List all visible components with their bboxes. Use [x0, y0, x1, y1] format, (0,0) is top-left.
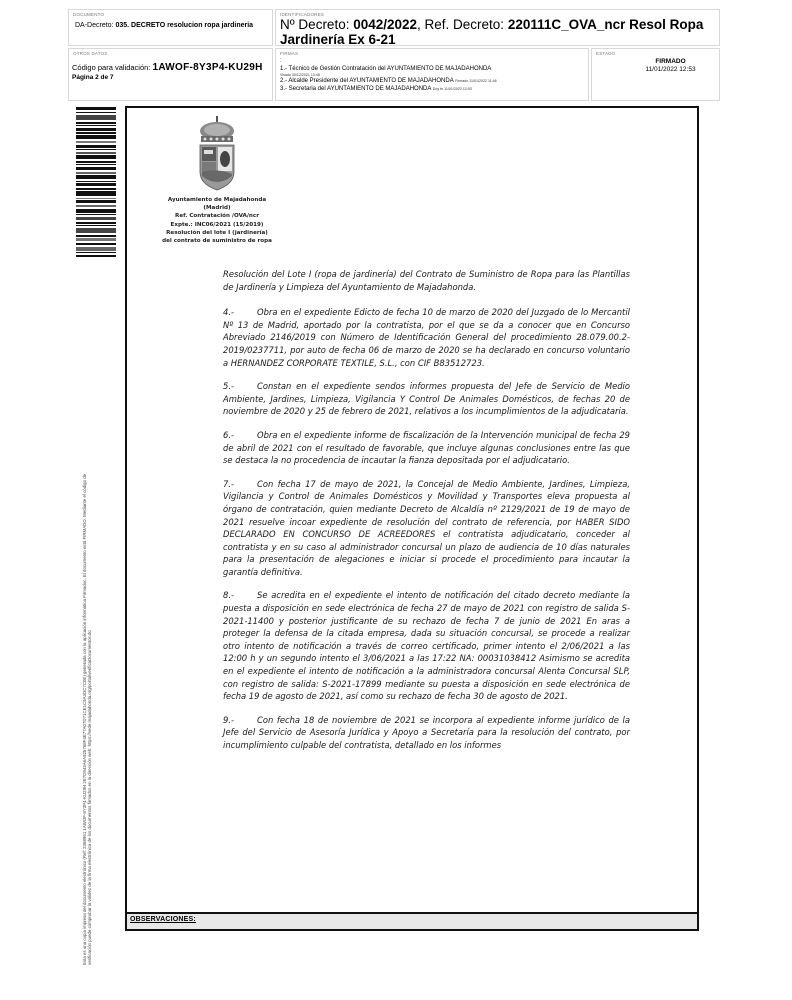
letterhead-line: Ref. Contratación /OVA/ncr	[175, 213, 259, 220]
paragraph-6	[223, 429, 630, 467]
firma-note: Firmado 11/01/2022 11:46	[455, 79, 497, 84]
document-frame	[125, 106, 699, 931]
letterhead	[147, 196, 287, 245]
firmas-colon: :	[280, 58, 282, 64]
firma-text: 3.- Secretaria del AYUNTAMIENTO DE MAJADAHONDA	[280, 85, 432, 92]
paragraph-text: Obra en el expediente informe de fiscalización de la Intervención municipal de fecha 29 de abril de 2021 con el resultado de favorable, que incluye algunas conclusiones entre las que se destaca la no procedencia de incautar la fianza depositada por el adjudicatario.	[223, 429, 630, 466]
ref-prefix: , Ref. Decreto:	[417, 17, 508, 32]
paragraph-8	[223, 589, 630, 702]
identificadores-label: IDENTIFICADORES	[280, 12, 325, 17]
estado-label: ESTADO	[596, 51, 616, 56]
documento-cell	[68, 9, 273, 46]
firmas-cell	[275, 48, 589, 101]
firma-note: Doy fe 11/01/2022 12:53	[432, 86, 472, 91]
documento-prefix: DA-Decreto:	[75, 22, 116, 29]
letterhead-line: Expte.: INC06/2021 (15/2019)	[170, 221, 264, 228]
decreto-number: 0042/2022	[353, 17, 418, 32]
paragraph-4	[223, 306, 630, 369]
identificadores-value	[280, 17, 715, 47]
paragraph-number: 9.-	[223, 714, 235, 725]
firma-text: 2.- Alcalde Presidente del AYUNTAMIENTO DE MAJADAHONDA	[280, 78, 454, 85]
observaciones-bar	[127, 912, 697, 929]
barcode	[76, 107, 116, 277]
page-indicator: Página 2 de 7	[72, 74, 114, 81]
firma-text: 1.- Técnico de Gestión Contratación del AYUNTAMIENTO DE MAJADAHONDA	[280, 65, 492, 72]
otros-datos-cell	[68, 48, 273, 101]
paragraph-text: Constan en el expediente sendos informes propuesta del Jefe de Servicio de Medio Ambiente, Jardines, Limpieza, Vigilancia Y Control De Animales Domésticos, de fechas 20 de noviembre de 2020 y 25 de febrero de 2021, relativos a los incumplimientos de la adjudicataria.	[223, 381, 630, 417]
paragraph-number: 4.-	[223, 307, 235, 318]
estado-cell	[591, 48, 720, 101]
coat-of-arms-icon	[187, 114, 247, 194]
validation-code-label: Código para validación:	[72, 63, 153, 72]
observaciones-label: OBSERVACIONES:	[130, 916, 196, 923]
letterhead-line: del contrato de suministro de ropa	[162, 238, 272, 245]
firma-note: Visado 30/12/2021 13:48	[280, 73, 320, 78]
firma-item	[280, 66, 585, 74]
paragraph-number: 6.-	[223, 429, 235, 440]
documento-value	[75, 21, 265, 30]
intro-paragraph: Resolución del Lote I (ropa de jardinería) del Contrato de Suministro de Ropa para las Plantillas de Jardinería y Limpieza del Ayuntamiento de Majadahonda.	[223, 269, 630, 292]
signature-header	[68, 9, 720, 101]
firmas-list	[280, 58, 585, 93]
letterhead-line: (Madrid)	[203, 205, 231, 212]
otros-datos-label: OTROS DATOS	[73, 51, 108, 56]
identificadores-cell	[275, 9, 720, 46]
paragraph-9	[223, 714, 630, 752]
status-badge: FIRMADO	[655, 58, 686, 65]
firmas-label: FIRMAS	[280, 51, 299, 56]
paragraph-text: Se acredita en el expediente el intento de notificación del citado decreto mediante la puesta a disposición en sede electrónica de fecha 27 de mayo de 2021 con registro de salida S-2021-11400 y posterior justificante de su rechazo de fecha 7 de junio de 2021 En aras a proteger la defensa de la citada empresa, dada su situación concursal, se procede a realizar otro intento de notificación a través de correo certificado, primer intento el 2/06/2021 a las 12:00 h y un segundo intento el 3/06/2021 a las 17:22 NA: 00031038412 Asimismo se acredita en el expediente el intento de notificación a la administradora concursal Alenta Concursal SLP, con registro de salida: S-2021-17899 mediante su puesta a disposición en sede electrónica de fecha 19 de agosto de 2021, así como su rechazo de fecha 30 de agosto de 2021.	[223, 590, 630, 702]
ref-value: 220111C_OVA_ncr Resol Ropa Jardinería Ex 6-21	[280, 17, 704, 47]
paragraph-text: Con fecha 18 de noviembre de 2021 se incorpora al expediente informe jurídico de la Jefe del Servicio de Asesoría Jurídica y Apoyo a Secretaría para la resolución del contrato, por incumplimiento culpable del contratista, detallado en los informes	[223, 714, 630, 750]
validation-code-value: 1AWOF-8Y3P4-KU29H	[152, 62, 263, 73]
paragraph-5	[223, 380, 630, 418]
letterhead-line: Ayuntamiento de Majadahonda	[167, 197, 267, 203]
paragraph-number: 5.-	[223, 381, 235, 392]
side-text-line-2: verificación puede comprobar la validez de la firma electrónica de los documentos firmados en la dirección web: https://sede.majadahonda.org/portal/verificaDocumentos.do	[87, 630, 93, 965]
paragraph-7	[223, 478, 630, 579]
validation-code	[72, 62, 263, 73]
paragraph-text: Con fecha 17 de mayo de 2021, la Concejal de Medio Ambiente, Jardines, Limpieza, Vigilancia y Control de Animales Domésticos y Movilidad y Transportes eleva propuesta al órgano de contratación, quien mediante Decreto de Alcaldía nº 2129/2021 de 19 de mayo de 2021 resuelve incoar expediente de resolución del contrato de referencia, por HABER SIDO DECLARADO EN CONCURSO DE ACREEDORES el contratista adjudicatario, conceder al contratista y en su caso al administrador concursal un plazo de audiencia de 10 días naturales para la presentación de alegaciones e iniciar si procede el procedimiento para incautar la garantía definitiva.	[223, 478, 630, 577]
paragraph-number: 7.-	[223, 478, 235, 489]
decreto-prefix: Nº Decreto:	[280, 17, 354, 32]
documento-label: DOCUMENTO	[73, 12, 105, 17]
side-text-line-1: Esta es una copia impresa del documento electrónico (Ref: 2358961 1AWOF-8Y3P4-KU29H 2E7D943A6A925768F4E77A07D71CE1C9A3DC7C0E) generada con la aplicación informática Firmadoc. El documento está FIRMADO. Mediante el código de	[82, 473, 87, 965]
paragraph-text: Obra en el expediente Edicto de fecha 10 de marzo de 2020 del Juzgado de lo Mercantil Nº 13 de Madrid, aportado por la contratista, por el que se da a conocer que en Concurso Abreviado 2146/2019 con Número de Identificación General del procedimiento 28.079.00.2-2019/0237711, por auto de fecha 06 de marzo de 2020 se ha declarado en concurso voluntario a HERNANDEZ CORPORATE TEXTILE, S.L., con CIF B83512723.	[223, 307, 630, 368]
letterhead-line: Resolución del lote I (jardinería)	[166, 229, 268, 236]
paragraph-number: 8.-	[223, 590, 235, 601]
document-body	[223, 268, 630, 763]
verification-side-text	[82, 295, 93, 965]
firma-item	[280, 86, 585, 94]
status-date: 11/01/2022 12:53	[645, 66, 696, 73]
firma-item	[280, 78, 585, 86]
documento-title: 035. DECRETO resolucion ropa jardineria	[115, 22, 254, 29]
